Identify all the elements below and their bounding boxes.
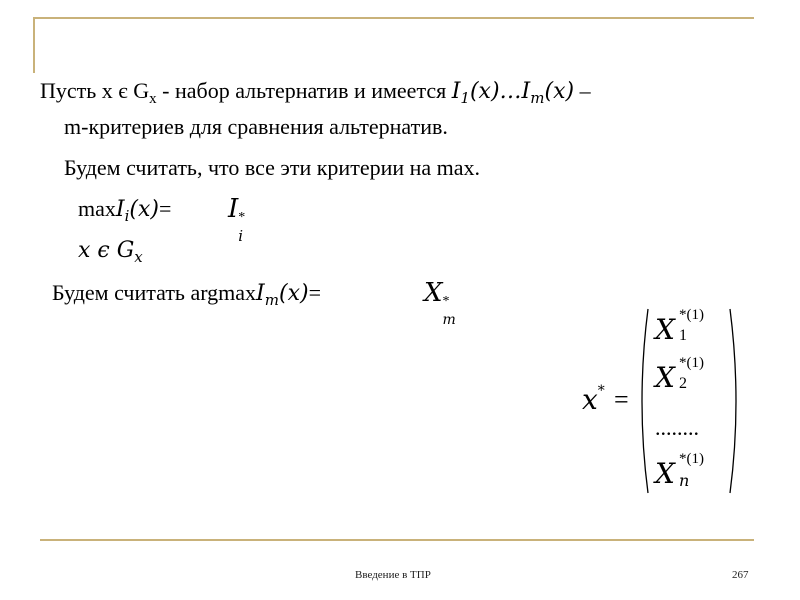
math-symbol: (x): [129, 197, 159, 222]
subscript: i: [238, 227, 244, 245]
argmax-formula: [52, 280, 321, 313]
max-formula: [78, 196, 171, 229]
equals-sign: =: [614, 385, 629, 414]
subscript: 1: [679, 327, 687, 344]
subscript: x: [134, 248, 143, 266]
math-symbol: I: [256, 281, 265, 306]
equals-sign: =: [158, 196, 172, 221]
subscript: m: [530, 89, 545, 107]
vector-entry-2: [655, 355, 735, 397]
max-rhs: [228, 194, 250, 245]
decorative-vertical-rule: [33, 17, 35, 73]
math-symbol: x є G: [78, 238, 135, 263]
vector-entry-n: [655, 451, 735, 493]
math-symbol: I: [451, 79, 461, 104]
subscript: m: [442, 312, 456, 328]
text-fragment: Пусть x є G: [40, 78, 150, 103]
max-operator: max: [78, 196, 116, 221]
math-symbol: I: [521, 79, 531, 104]
superscript: *(1): [679, 451, 704, 467]
decorative-top-rule: [33, 17, 754, 19]
math-symbol: x: [582, 383, 598, 416]
equals-sign: =: [308, 280, 321, 305]
body-line-3: Будем считать, что все эти критерии на max.: [64, 155, 481, 180]
vector-entry-1: [655, 307, 735, 349]
text-fragment: Будем считать argmax: [52, 280, 257, 305]
subscript: m: [264, 291, 279, 309]
page-number: 267: [732, 569, 749, 581]
superscript: *(1): [679, 355, 704, 371]
left-paren: [642, 309, 648, 493]
math-symbol: (x): [544, 79, 575, 104]
argmax-rhs: [424, 278, 457, 328]
text-fragment: - набор альтернатив и имеется: [156, 78, 452, 103]
math-symbol: X: [424, 278, 443, 308]
superscript: *(1): [679, 307, 704, 323]
subscript: x: [149, 91, 157, 107]
math-symbol: (x)…: [469, 79, 522, 104]
subscript: 2: [679, 375, 687, 392]
text-fragment: –: [574, 78, 591, 103]
math-symbol: (x): [278, 281, 309, 306]
math-symbol: I: [228, 194, 239, 224]
vector-ellipsis: ........: [655, 415, 699, 440]
decorative-bottom-rule: [40, 539, 754, 541]
subscript: n: [679, 471, 690, 490]
domain-constraint: [78, 238, 143, 270]
vector-formula: [578, 305, 778, 500]
math-symbol: X: [655, 361, 675, 394]
footer-title: Введение в ТПР: [355, 569, 431, 581]
subscript: i: [124, 207, 130, 225]
superscript: *: [442, 294, 450, 309]
math-symbol: I: [115, 197, 125, 222]
math-symbol: X: [655, 457, 675, 490]
math-symbol: X: [655, 313, 675, 346]
superscript: *: [597, 383, 605, 399]
subscript: 1: [460, 89, 470, 107]
body-line-1: [40, 78, 591, 112]
body-line-2: m-критериев для сравнения альтернатив.: [64, 114, 448, 139]
superscript: *: [238, 210, 246, 225]
